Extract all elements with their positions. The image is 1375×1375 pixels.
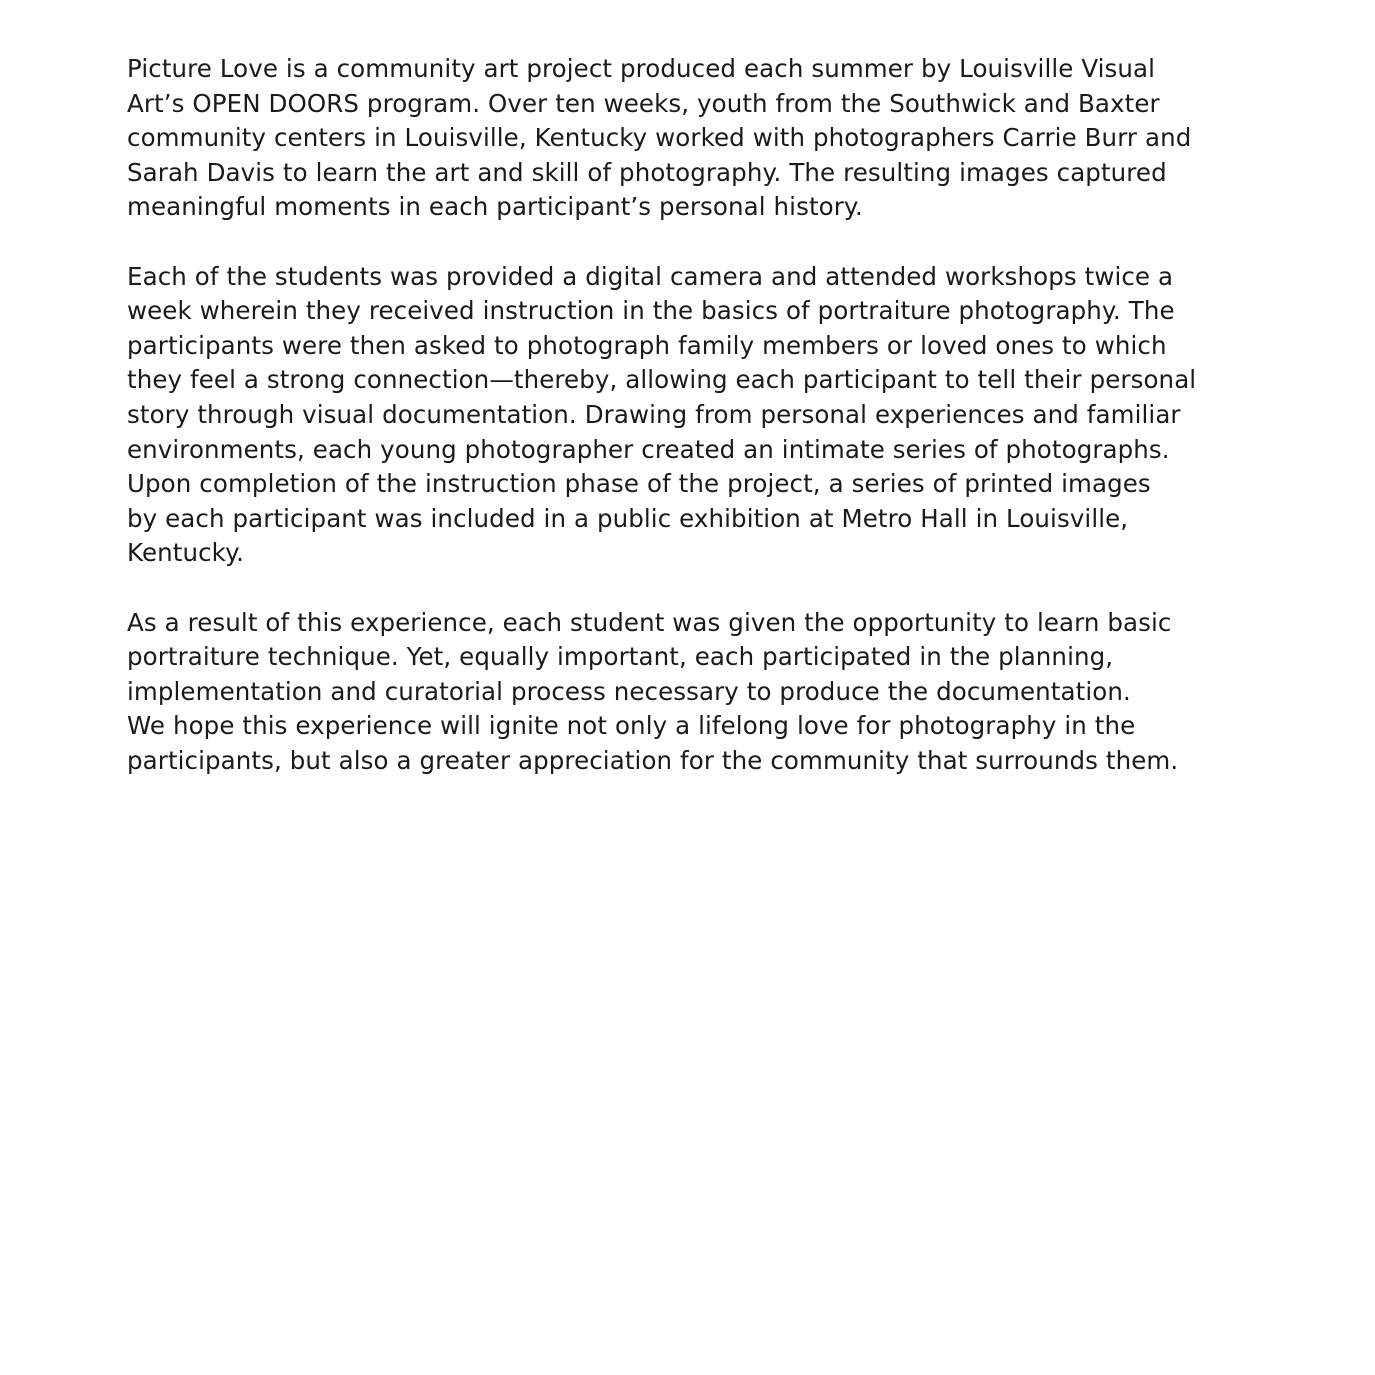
text-line: portraiture technique. Yet, equally important, each participated in the planning, xyxy=(127,642,1114,672)
text-line: Picture Love is a community art project produced each summer by Louisville Visual xyxy=(127,54,1156,83)
text-line: implementation and curatorial process necessary to produce the documentation. xyxy=(127,676,1131,706)
body-text xyxy=(127,52,1347,813)
text-line: community centers in Louisville, Kentucky worked with photographers Carrie Burr and xyxy=(127,123,1192,153)
text-line: Sarah Davis to learn the art and skill of photography. The resulting images captured xyxy=(127,157,1167,187)
text-line: Art’s OPEN DOORS program. Over ten weeks, youth from the Southwick and Baxter xyxy=(127,88,1160,118)
text-line: Upon completion of the instruction phase of the project, a series of printed images xyxy=(127,469,1151,499)
text-line: by each participant was included in a public exhibition at Metro Hall in Louisville, xyxy=(127,503,1129,533)
text-line: story through visual documentation. Drawing from personal experiences and familiar xyxy=(127,399,1181,429)
text-line: As a result of this experience, each student was given the opportunity to learn basic xyxy=(127,607,1172,637)
paragraph-intro xyxy=(127,52,1347,225)
text-line: they feel a strong connection—thereby, allowing each participant to tell their personal xyxy=(127,365,1197,395)
paragraph-outcome xyxy=(127,606,1347,779)
text-line: We hope this experience will ignite not only a lifelong love for photography in the xyxy=(127,711,1136,741)
text-line: environments, each young photographer created an intimate series of photographs. xyxy=(127,434,1170,464)
text-line: meaningful moments in each participant’s personal history. xyxy=(127,192,863,222)
text-line: participants were then asked to photograph family members or loved ones to which xyxy=(127,330,1167,360)
text-line: participants, but also a greater appreciation for the community that surrounds them. xyxy=(127,745,1179,775)
paragraph-workshops xyxy=(127,260,1347,571)
text-line: week wherein they received instruction in the basics of portraiture photography. The xyxy=(127,296,1175,326)
text-line: Kentucky. xyxy=(127,538,245,568)
text-line: Each of the students was provided a digital camera and attended workshops twice a xyxy=(127,261,1174,291)
